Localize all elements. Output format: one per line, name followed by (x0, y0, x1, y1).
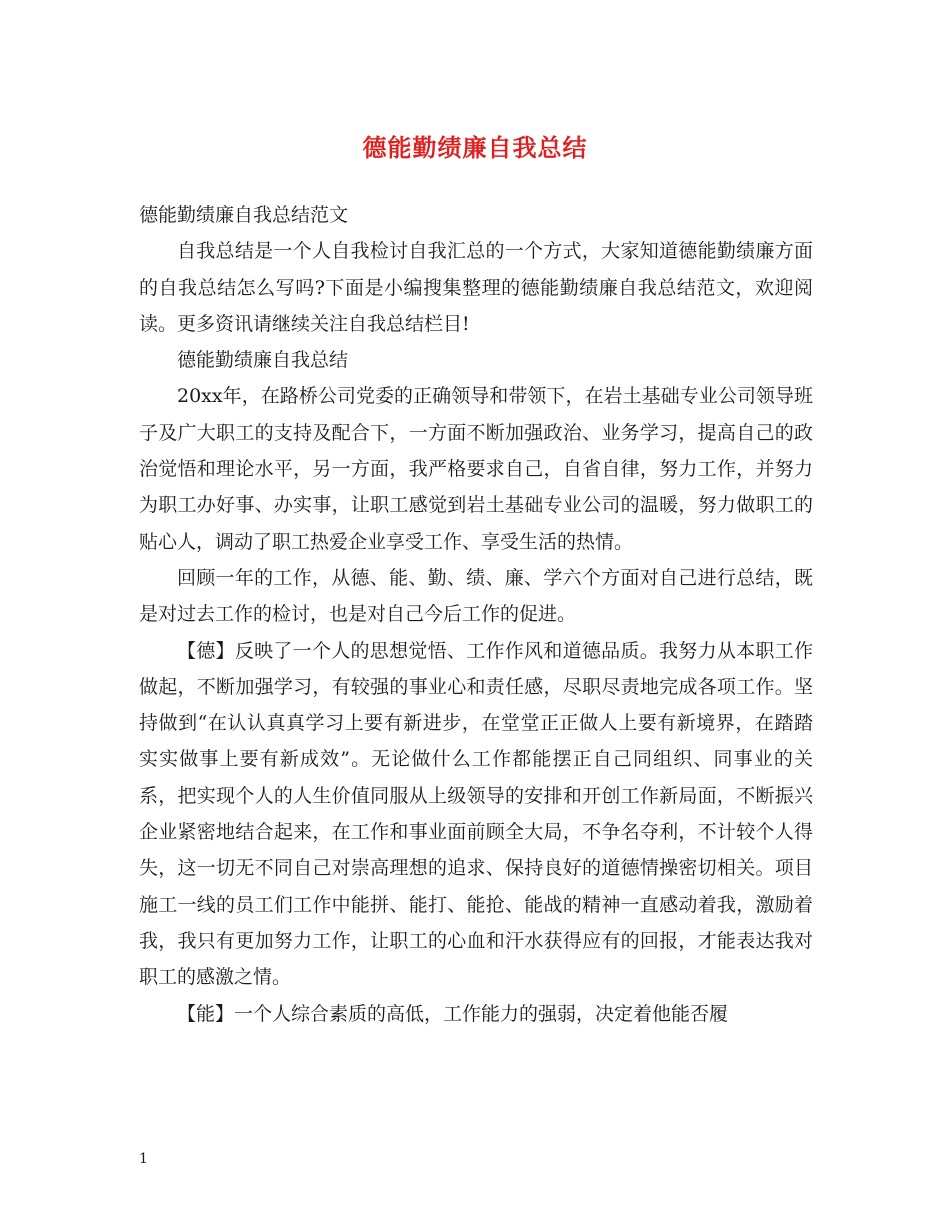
paragraph-de: 【德】反映了一个人的思想觉悟、工作作风和道德品质。我努力从本职工作做起，不断加强学习，有较强的事业心和责任感，尽职尽责地完成各项工作。坚持做到“在认认真真学习上要有新进步，在堂堂正正做人上要有新境界，在踏踏实实做事上要有新成效”。无论做什么工作都能摆正自己同组织、同事业的关系，把实现个人的人生价值同服从上级领导的安排和开创工作新局面，不断振兴企业紧密地结合起来，在工作和事业面前顾全大局，不争名夺利，不计较个人得失，这一切无不同自己对崇高理想的追求、保持良好的道德情操密切相关。项目施工一线的员工们工作中能拼、能打、能抢、能战的精神一直感动着我，激励着我，我只有更加努力工作，让职工的心血和汗水获得应有的回报，才能表达我对职工的感激之情。 (139, 639, 813, 989)
page-number: 1 (139, 1151, 148, 1167)
paragraph-intro: 自我总结是一个人自我检讨自我汇总的一个方式，大家知道德能勤绩廉方面的自我总结怎么写吗?下面是小编搜集整理的德能勤绩廉自我总结范文，欢迎阅读。更多资讯请继续关注自我总结栏目! (139, 240, 813, 335)
document-title: 德能勤绩廉自我总结 (362, 133, 588, 162)
paragraph-neng: 【能】一个人综合素质的高低，工作能力的强弱，决定着他能否履 (177, 1002, 729, 1025)
paragraph-review: 回顾一年的工作，从德、能、勤、绩、廉、学六个方面对自己进行总结，既是对过去工作的检讨，也是对自己今后工作的促进。 (139, 566, 813, 626)
paragraph-year-summary: 20xx年，在路桥公司党委的正确领导和带领下，在岩土基础专业公司领导班子及广大职工的支持及配合下，一方面不断加强政治、业务学习，提高自己的政治觉悟和理论水平，另一方面，我严格要求自己，自省自律，努力工作，并努力为职工办好事、办实事，让职工感觉到岩土基础专业公司的温暖，努力做职工的贴心人，调动了职工热爱企业享受工作、享受生活的热情。 (139, 385, 813, 553)
document-body (139, 197, 813, 1032)
paragraph-subtitle: 德能勤绩廉自我总结范文 (139, 204, 349, 226)
paragraph-heading: 德能勤绩廉自我总结 (177, 349, 349, 372)
